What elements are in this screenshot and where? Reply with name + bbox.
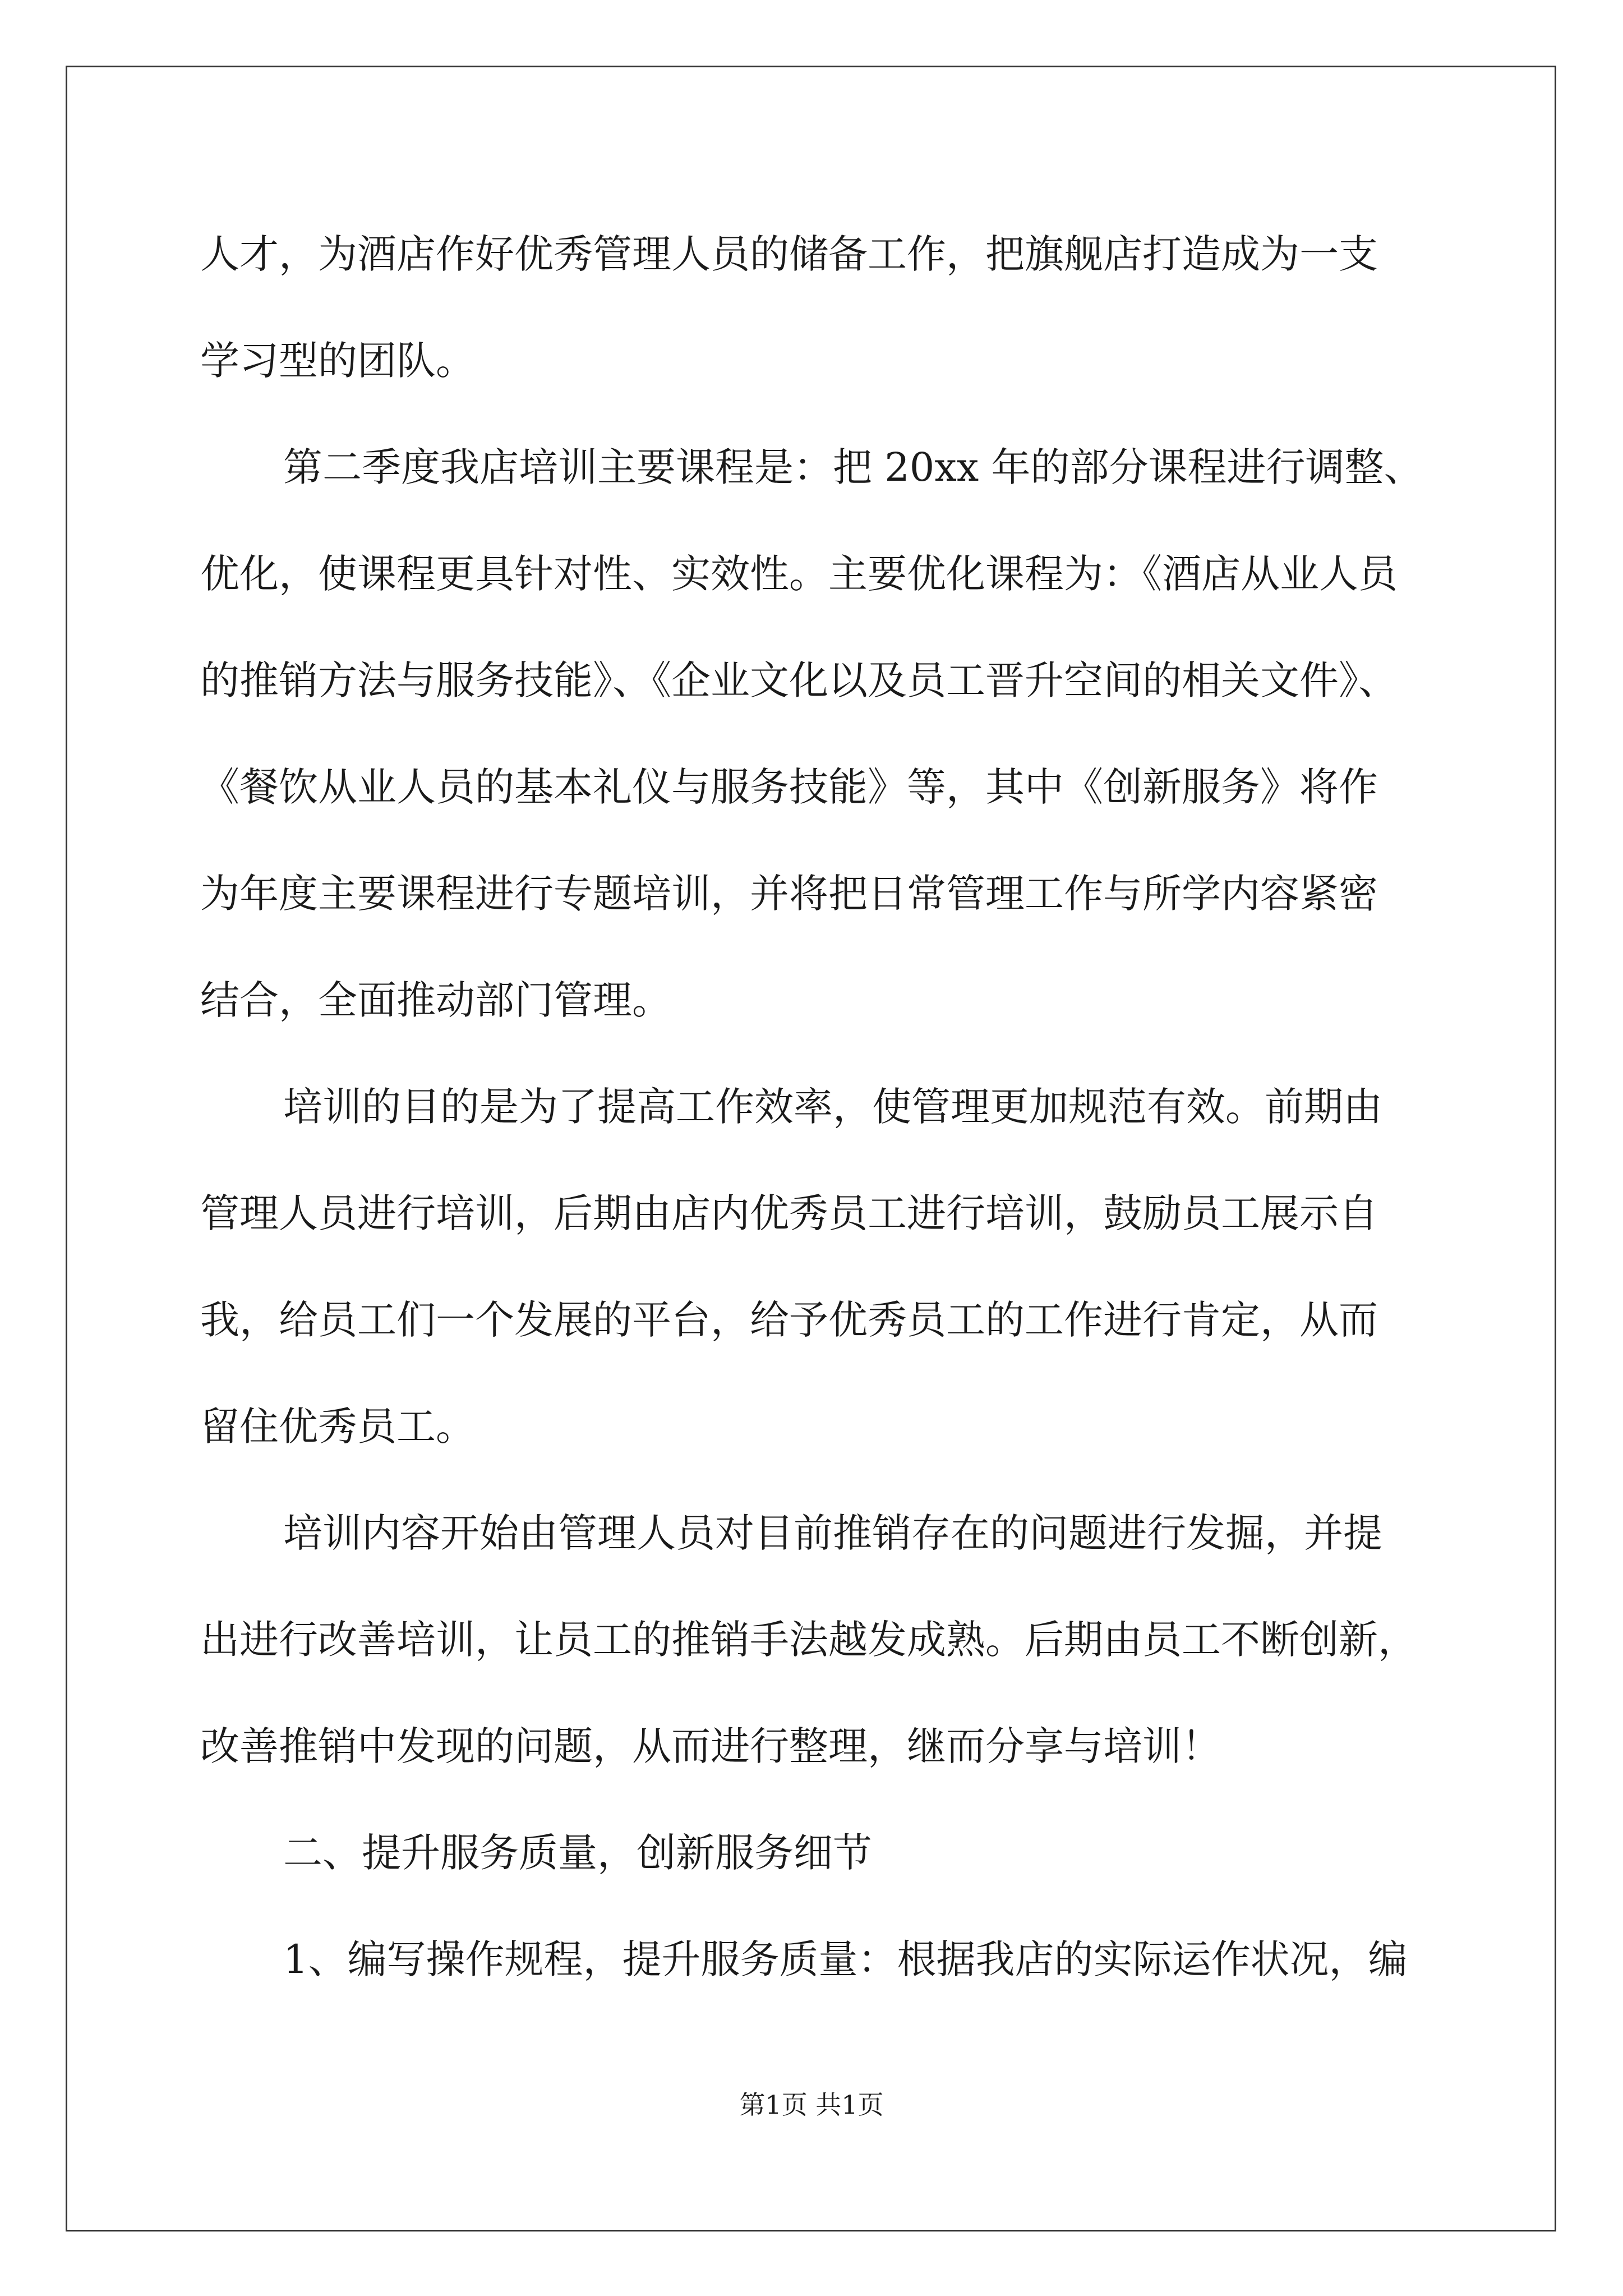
paragraph-start-line: 培训内容开始由管理人员对目前推销存在的问题进行发掘，并提 (283, 1510, 1382, 1556)
text-line: 出进行改善培训，让员工的推销手法越发成熟。后期由员工不断创新， (200, 1617, 1417, 1663)
text-line: 改善推销中发现的问题，从而进行整理，继而分享与培训！ (200, 1723, 1221, 1769)
section-heading: 二、提升服务质量，创新服务细节 (283, 1830, 872, 1876)
text-line: 为年度主要课程进行专题培训，并将把日常管理工作与所学内容紧密 (200, 871, 1378, 917)
numbered-item-line: 1、编写操作规程，提升服务质量：根据我店的实际运作状况，编 (283, 1936, 1408, 1982)
text-line: 《餐饮从业人员的基本礼仪与服务技能》等，其中《创新服务》将作 (200, 764, 1378, 810)
paragraph-start-line: 培训的目的是为了提高工作效率，使管理更加规范有效。前期由 (283, 1084, 1382, 1130)
text-line: 结合，全面推动部门管理。 (200, 977, 671, 1023)
paragraph-start-line: 第二季度我店培训主要课程是：把 20xx 年的部分课程进行调整、 (283, 444, 1423, 490)
text-line: 管理人员进行培训，后期由店内优秀员工进行培训，鼓励员工展示自 (200, 1190, 1378, 1236)
page-footer: 第1页 共1页 (739, 2090, 884, 2120)
text-line: 人才，为酒店作好优秀管理人员的储备工作，把旗舰店打造成为一支 (200, 231, 1378, 277)
document-body (200, 212, 1434, 2024)
text-line: 我，给员工们一个发展的平台，给予优秀员工的工作进行肯定，从而 (200, 1297, 1378, 1343)
text-line: 留住优秀员工。 (200, 1404, 475, 1450)
text-line: 学习型的团队。 (200, 338, 475, 384)
text-line: 的推销方法与服务技能》、《企业文化以及员工晋升空间的相关文件》、 (200, 657, 1398, 703)
text-line: 优化，使课程更具针对性、实效性。主要优化课程为：《酒店从业人员 (200, 551, 1398, 597)
